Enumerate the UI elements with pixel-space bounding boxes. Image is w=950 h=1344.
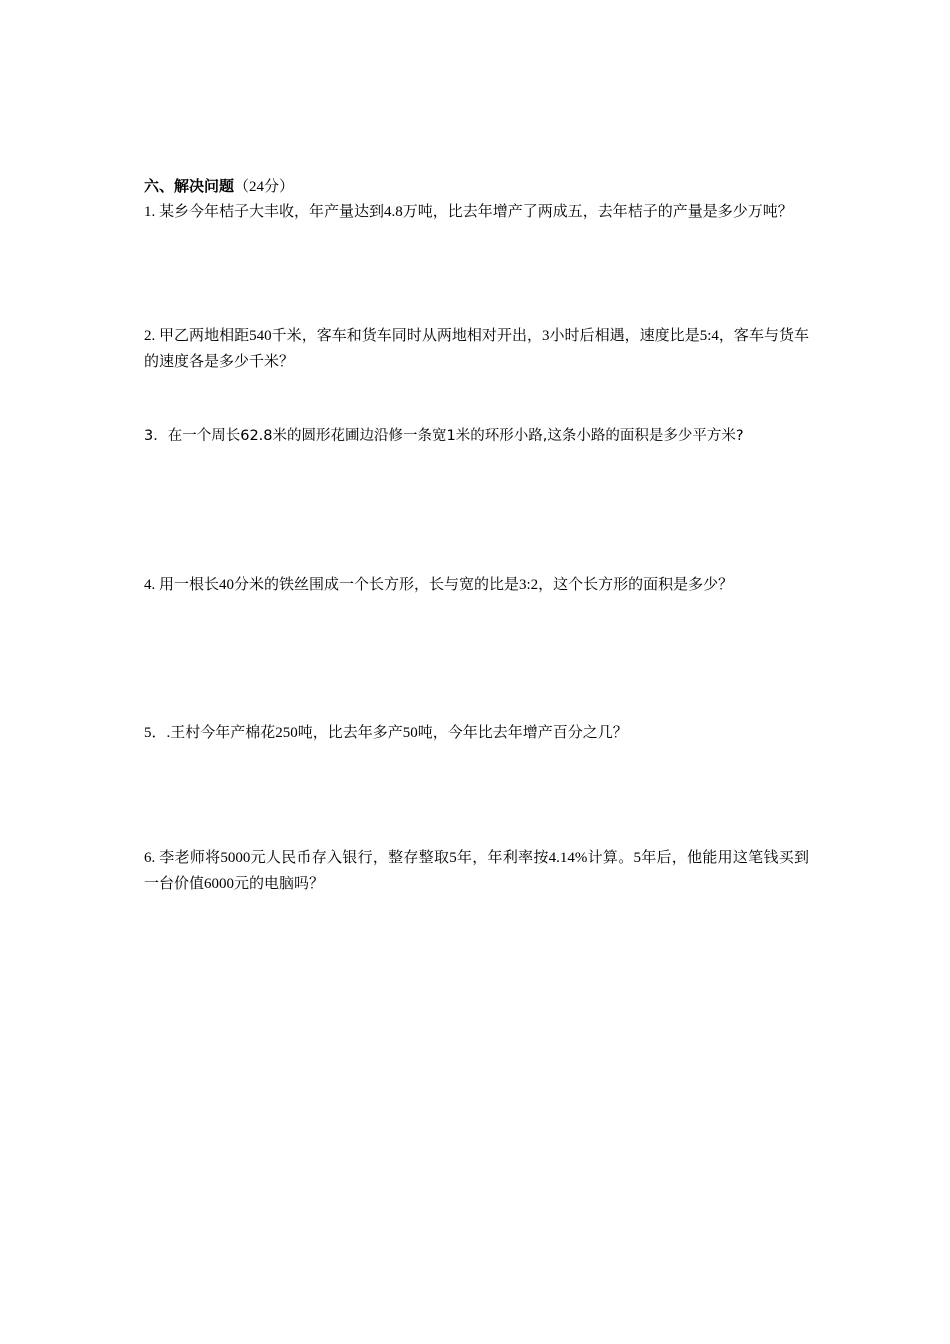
- section-title: 六、解决问题: [144, 179, 235, 195]
- question-2: 2. 甲乙两地相距540千米，客车和货车同时从两地相对开出，3小时后相遇，速度比是5:4，客车与货车的速度各是多少千米？: [144, 328, 809, 370]
- question-6: 6. 李老师将5000元人民币存入银行，整存整取5年，年利率按4.14%计算。5年后，他能用这笔钱买到一台价值6000元的电脑吗？: [144, 850, 809, 892]
- question-3: 3．在一个周长62.8米的圆形花圃边沿修一条宽1米的环形小路,这条小路的面积是多少平方米?: [144, 428, 744, 444]
- section-heading: [144, 176, 294, 198]
- question-4: 4. 用一根长40分米的铁丝围成一个长方形，长与宽的比是3:2，这个长方形的面积是多少？: [144, 577, 734, 593]
- question-1: 1. 某乡今年桔子大丰收，年产量达到4.8万吨，比去年增产了两成五，去年桔子的产量是多少万吨？: [144, 204, 793, 220]
- section-score: （24分）: [234, 179, 295, 195]
- question-5: 5．.王村今年产棉花250吨，比去年多产50吨，今年比去年增产百分之几？: [144, 725, 628, 741]
